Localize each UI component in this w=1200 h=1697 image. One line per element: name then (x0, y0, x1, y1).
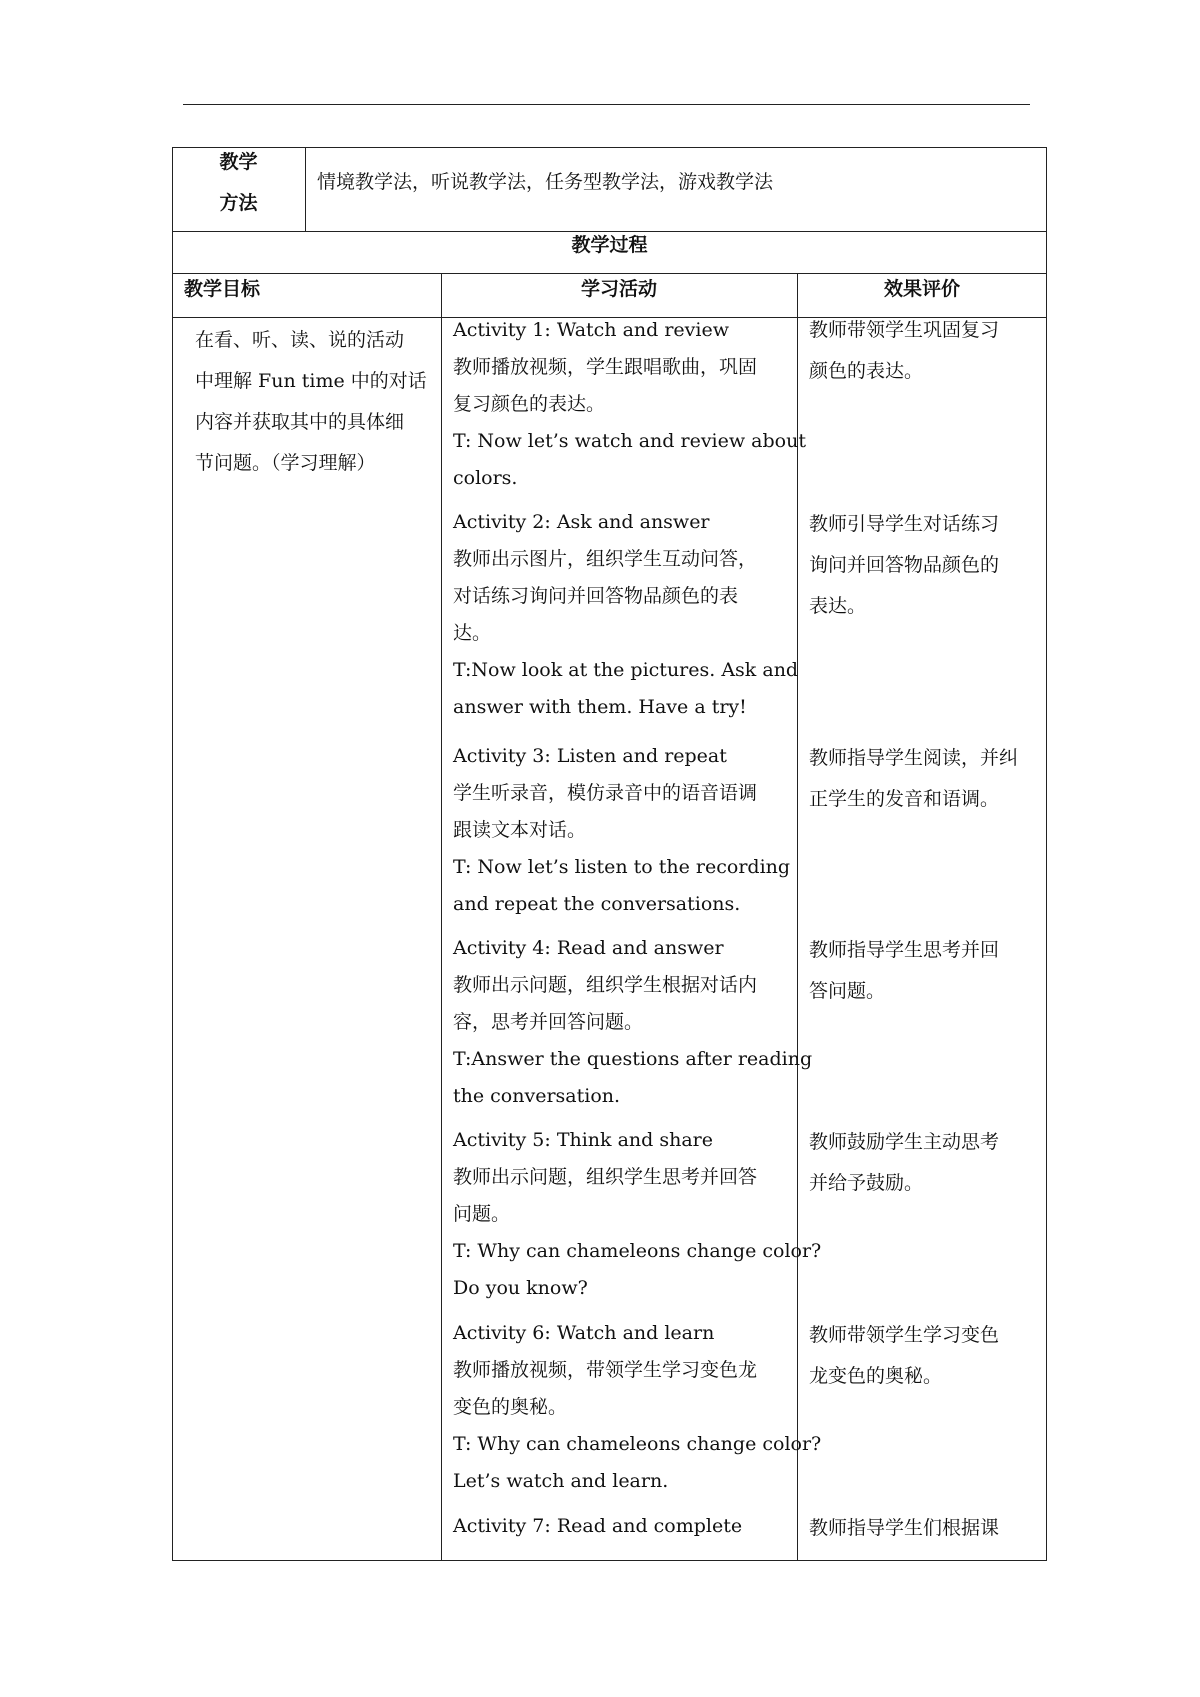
activity-title: Activity 2: Ask and answer (453, 511, 710, 533)
evaluation-line: 教师引导学生对话练习 (809, 513, 1000, 535)
method-label-line1: 教学 (219, 151, 258, 173)
col-divider-method-label (305, 147, 306, 231)
page-header-rule (183, 104, 1030, 105)
header-activity: 学习活动 (580, 278, 657, 300)
activity-desc-line: 教师出示问题，组织学生根据对话内 (453, 974, 758, 996)
activity-6 (453, 1315, 822, 1500)
activity-teacher-line: answer with them. Have a try! (453, 696, 747, 718)
activity-title: Activity 3: Listen and repeat (453, 745, 727, 767)
evaluation-line: 教师指导学生阅读，并纠 (809, 747, 1019, 769)
activity-teacher-line: and repeat the conversations. (453, 893, 741, 915)
activity-title: Activity 1: Watch and review (453, 319, 729, 341)
header-goal: 教学目标 (184, 278, 261, 300)
activity-teacher-line: the conversation. (453, 1085, 621, 1107)
activity-teacher-line: T:Now look at the pictures. Ask and (453, 659, 799, 681)
activity-desc-line: 教师播放视频，学生跟唱歌曲，巩固 (453, 356, 758, 378)
evaluation-6 (809, 1315, 1039, 1397)
evaluation-line: 并给予鼓励。 (809, 1172, 924, 1194)
evaluation-5 (809, 1122, 1039, 1204)
evaluation-line: 询问并回答物品颜色的 (809, 554, 1000, 576)
activity-desc-line: 复习颜色的表达。 (453, 393, 606, 415)
activity-1 (453, 312, 806, 497)
evaluation-line: 教师指导学生们根据课 (809, 1517, 1000, 1539)
activity-7 (453, 1508, 793, 1545)
evaluation-2 (809, 504, 1039, 627)
goal-line: 内容并获取其中的具体细 (195, 411, 405, 433)
evaluation-line: 答问题。 (809, 980, 886, 1002)
evaluation-line: 教师指导学生思考并回 (809, 939, 1000, 961)
evaluation-line: 龙变色的奥秘。 (809, 1365, 943, 1387)
activity-3 (453, 738, 793, 923)
evaluation-line: 教师带领学生巩固复习 (809, 319, 1000, 341)
activity-2 (453, 504, 799, 726)
activity-desc-line: 跟读文本对话。 (453, 819, 587, 841)
process-title: 教学过程 (571, 234, 648, 256)
col-divider-goal (441, 273, 442, 1561)
activity-4 (453, 930, 813, 1115)
evaluation-3 (809, 738, 1039, 820)
goal-line: 节问题。（学习理解） (195, 452, 376, 474)
activity-desc-line: 容，思考并回答问题。 (453, 1011, 644, 1033)
activity-title: Activity 5: Think and share (453, 1129, 714, 1151)
activity-desc-line: 变色的奥秘。 (453, 1396, 568, 1418)
activity-desc-line: 达。 (453, 622, 492, 644)
activity-5 (453, 1122, 822, 1307)
activity-desc-line: 教师出示问题，组织学生思考并回答 (453, 1166, 758, 1188)
activity-teacher-line: T:Answer the questions after reading (453, 1048, 813, 1070)
activity-title: Activity 6: Watch and learn (453, 1322, 715, 1344)
activity-teacher-line: colors. (453, 467, 518, 489)
evaluation-line: 教师鼓励学生主动思考 (809, 1131, 1000, 1153)
activity-teacher-line: Let’s watch and learn. (453, 1470, 669, 1492)
evaluation-line: 表达。 (809, 595, 867, 617)
activity-teacher-line: T: Now let’s watch and review about (453, 430, 806, 452)
activity-teacher-line: Do you know? (453, 1277, 588, 1299)
activity-teacher-line: T: Now let’s listen to the recording (453, 856, 791, 878)
evaluation-7 (809, 1508, 1039, 1549)
activity-desc-line: 学生听录音，模仿录音中的语音语调 (453, 782, 758, 804)
activity-teacher-line: T: Why can chameleons change color? (453, 1433, 822, 1455)
header-evaluation: 效果评价 (883, 278, 960, 300)
col-divider-activity (797, 273, 798, 1561)
evaluation-1 (809, 310, 1039, 392)
activity-desc-line: 教师出示图片，组织学生互动问答， (453, 548, 758, 570)
activity-desc-line: 对话练习询问并回答物品颜色的表 (453, 585, 739, 607)
method-label-line2: 方法 (219, 192, 258, 214)
goal-line: 在看、听、读、说的活动 (195, 329, 405, 351)
evaluation-line: 教师带领学生学习变色 (809, 1324, 1000, 1346)
activity-teacher-line: T: Why can chameleons change color? (453, 1240, 822, 1262)
method-content: 情境教学法，听说教学法，任务型教学法，游戏教学法 (317, 171, 774, 193)
evaluation-4 (809, 930, 1039, 1012)
activity-desc-line: 问题。 (453, 1203, 511, 1225)
goal-text (195, 320, 427, 484)
evaluation-line: 颜色的表达。 (809, 360, 924, 382)
goal-line: 中理解 Fun time 中的对话 (195, 370, 427, 392)
evaluation-line: 正学生的发音和语调。 (809, 788, 1000, 810)
activity-title: Activity 4: Read and answer (453, 937, 724, 959)
activity-desc-line: 教师播放视频，带领学生学习变色龙 (453, 1359, 758, 1381)
activity-title: Activity 7: Read and complete (453, 1515, 743, 1537)
